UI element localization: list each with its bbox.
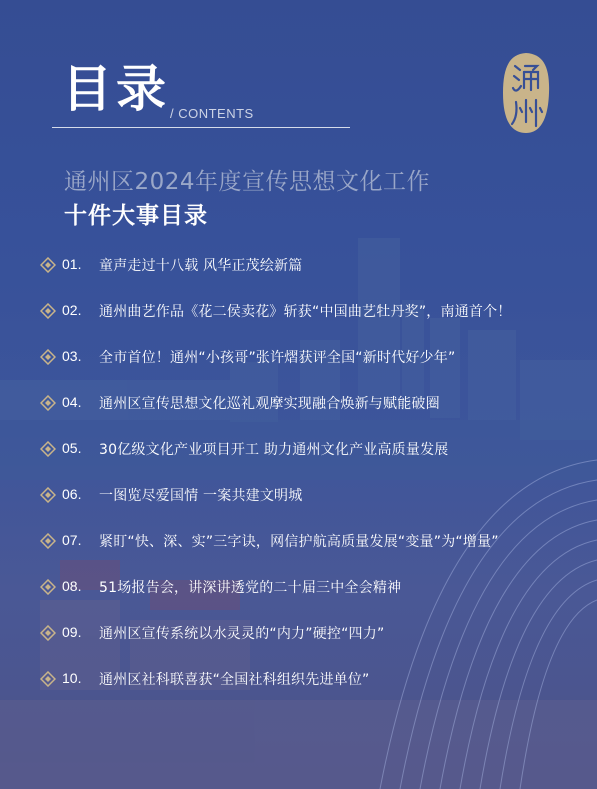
diamond-bullet-icon xyxy=(40,625,56,641)
diamond-bullet-icon xyxy=(40,303,56,319)
diamond-bullet-icon xyxy=(40,441,56,457)
item-title: 通州区社科联喜获“全国社科组织先进单位” xyxy=(99,672,370,688)
item-number: 04. xyxy=(62,394,82,410)
item-number: 10. xyxy=(62,670,82,686)
item-number: 08. xyxy=(62,578,82,594)
list-item[interactable] xyxy=(40,430,585,476)
item-title: 紧盯“快、深、实”三字诀，网信护航高质量发展“变量”为“增量” xyxy=(99,534,499,550)
item-number: 06. xyxy=(62,486,82,502)
diamond-bullet-icon xyxy=(40,671,56,687)
item-number: 01. xyxy=(62,256,82,272)
list-item[interactable] xyxy=(40,660,585,706)
diamond-bullet-icon xyxy=(40,349,56,365)
item-number: 09. xyxy=(62,624,82,640)
heading-line-1: 通州区2024年度宣传思想文化工作 xyxy=(64,169,431,195)
heading-line-2: 十件大事目录 xyxy=(64,203,208,229)
seal-emblem-icon xyxy=(500,50,552,136)
list-item[interactable] xyxy=(40,476,585,522)
item-number: 02. xyxy=(62,302,82,318)
list-item[interactable] xyxy=(40,246,585,292)
page-title: 目录 xyxy=(62,60,170,118)
diamond-bullet-icon xyxy=(40,533,56,549)
list-item[interactable] xyxy=(40,338,585,384)
item-title: 一图览尽爱国情 一案共建文明城 xyxy=(99,488,303,504)
list-item[interactable] xyxy=(40,384,585,430)
list-item[interactable] xyxy=(40,614,585,660)
list-item[interactable] xyxy=(40,292,585,338)
item-number: 07. xyxy=(62,532,82,548)
item-title: 通州区宣传系统以水灵灵的“内力”硬控“四力” xyxy=(99,626,385,642)
title-divider xyxy=(52,127,350,128)
diamond-bullet-icon xyxy=(40,487,56,503)
item-title: 30亿级文化产业项目开工 助力通州文化产业高质量发展 xyxy=(99,442,449,458)
diamond-bullet-icon xyxy=(40,395,56,411)
item-title: 通州曲艺作品《花二侯卖花》斩获“中国曲艺牡丹奖”，南通首个！ xyxy=(99,304,512,320)
item-number: 03. xyxy=(62,348,82,364)
page-subtitle: / CONTENTS xyxy=(170,106,254,121)
item-title: 全市首位！通州“小孩哥”张许熠获评全国“新时代好少年” xyxy=(99,350,456,366)
list-item[interactable] xyxy=(40,568,585,614)
list-item[interactable] xyxy=(40,522,585,568)
item-title: 童声走过十八载 风华正茂绘新篇 xyxy=(99,258,303,274)
contents-list xyxy=(40,246,585,706)
item-title: 通州区宣传思想文化巡礼观摩实现融合焕新与赋能破圈 xyxy=(99,396,440,412)
diamond-bullet-icon xyxy=(40,579,56,595)
item-number: 05. xyxy=(62,440,82,456)
item-title: 51场报告会，讲深讲透党的二十届三中全会精神 xyxy=(99,580,402,596)
diamond-bullet-icon xyxy=(40,257,56,273)
